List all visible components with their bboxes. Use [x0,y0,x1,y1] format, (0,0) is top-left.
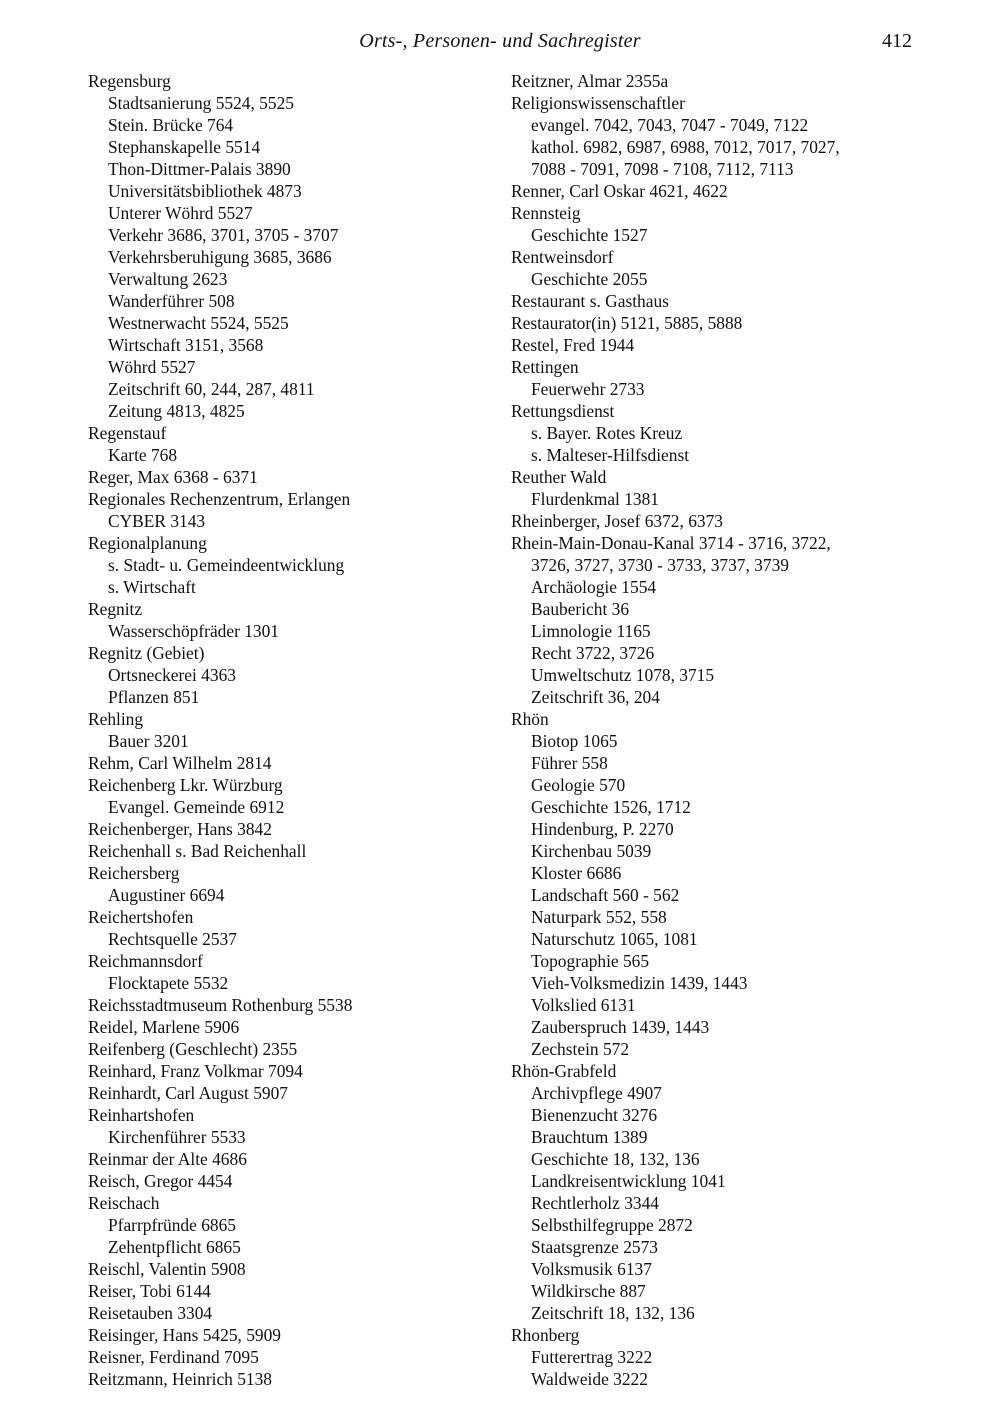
index-subentry: Universitätsbibliothek 4873 [108,181,302,201]
index-entry: Reitzmann, Heinrich 5138 [88,1369,273,1389]
index-entry: Reichenberger, Hans 3842 [88,819,272,839]
index-entry: Rettungsdienst [511,401,615,421]
index-subentry: 3726, 3727, 3730 - 3733, 3737, 3739 [531,555,789,575]
index-subentry: Landkreisentwicklung 1041 [531,1171,726,1191]
index-entry: Reichenhall s. Bad Reichenhall [88,841,307,861]
index-entry: Regionalplanung [88,533,207,553]
index-subentry: Westnerwacht 5524, 5525 [108,313,289,333]
index-subentry: Naturschutz 1065, 1081 [531,929,698,949]
index-subentry: Geschichte 2055 [531,269,648,289]
index-entry: Restaurant s. Gasthaus [511,291,669,311]
index-subentry: evangel. 7042, 7043, 7047 - 7049, 7122 [531,115,809,135]
index-column-right [511,70,931,1390]
index-subentry: Flocktapete 5532 [108,973,229,993]
index-entry: Regensburg [88,71,171,91]
index-subentry: Stadtsanierung 5524, 5525 [108,93,294,113]
index-entry: Rheinberger, Josef 6372, 6373 [511,511,723,531]
index-subentry: Flurdenkmal 1381 [531,489,660,509]
index-subentry: Wirtschaft 3151, 3568 [108,335,264,355]
index-entry: Regnitz (Gebiet) [88,643,205,663]
index-subentry: Naturpark 552, 558 [531,907,667,927]
running-header-title: Orts-, Personen- und Sachregister [359,30,641,52]
index-subentry: Verkehr 3686, 3701, 3705 - 3707 [108,225,339,245]
index-subentry: Selbsthilfegruppe 2872 [531,1215,693,1235]
index-column-left [88,70,488,1390]
index-subentry: Volksmusik 6137 [531,1259,652,1279]
index-entry: Regenstauf [88,423,167,443]
index-entry: Reiser, Tobi 6144 [88,1281,211,1301]
index-subentry: Bauer 3201 [108,731,189,751]
index-subentry: Bienenzucht 3276 [531,1105,658,1125]
index-entry: Restaurator(in) 5121, 5885, 5888 [511,313,743,333]
index-entry: Reifenberg (Geschlecht) 2355 [88,1039,298,1059]
index-subentry: Zehentpflicht 6865 [108,1237,241,1257]
index-subentry: Recht 3722, 3726 [531,643,655,663]
index-subentry: Ortsneckerei 4363 [108,665,236,685]
index-subentry: Biotop 1065 [531,731,618,751]
index-entry: Reischl, Valentin 5908 [88,1259,246,1279]
index-entry: Reischach [88,1193,160,1213]
index-subentry: Feuerwehr 2733 [531,379,645,399]
index-entry: Reinhartshofen [88,1105,195,1125]
index-entry: Reinhard, Franz Volkmar 7094 [88,1061,303,1081]
index-subentry: Futterertrag 3222 [531,1347,653,1367]
index-subentry: Pflanzen 851 [108,687,200,707]
index-subentry: Geschichte 1527 [531,225,648,245]
index-subentry: Wasserschöpfräder 1301 [108,621,279,641]
index-entry: Reichsstadtmuseum Rothenburg 5538 [88,995,353,1015]
index-entry: Reisner, Ferdinand 7095 [88,1347,259,1367]
index-subentry: Verkehrsberuhigung 3685, 3686 [108,247,332,267]
index-subentry: Stein. Brücke 764 [108,115,234,135]
index-entry: Rhön-Grabfeld [511,1061,617,1081]
index-subentry: Baubericht 36 [531,599,630,619]
index-subentry: Kirchenführer 5533 [108,1127,246,1147]
index-entry: Renner, Carl Oskar 4621, 4622 [511,181,728,201]
index-entry: Regionales Rechenzentrum, Erlangen [88,489,351,509]
index-subentry: Wanderführer 508 [108,291,235,311]
index-entry: Reger, Max 6368 - 6371 [88,467,258,487]
index-subentry: Zeitung 4813, 4825 [108,401,245,421]
index-subentry: Volkslied 6131 [531,995,636,1015]
index-entry: Rehm, Carl Wilhelm 2814 [88,753,272,773]
index-entry: Rhein-Main-Donau-Kanal 3714 - 3716, 3722, [511,533,831,553]
index-entry: Rhonberg [511,1325,580,1345]
index-subentry: Archivpflege 4907 [531,1083,662,1103]
index-entry: Rentweinsdorf [511,247,614,267]
index-subentry: s. Wirtschaft [108,577,196,597]
index-subentry: kathol. 6982, 6987, 6988, 7012, 7017, 7027, [531,137,840,157]
index-subentry: Thon-Dittmer-Palais 3890 [108,159,291,179]
index-subentry: Waldweide 3222 [531,1369,648,1389]
index-subentry: Topographie 565 [531,951,650,971]
index-subentry: Limnologie 1165 [531,621,651,641]
page-number: 412 [882,30,912,52]
index-subentry: Rechtlerholz 3344 [531,1193,659,1213]
index-subentry: s. Malteser-Hilfsdienst [531,445,690,465]
index-subentry: Archäologie 1554 [531,577,657,597]
index-subentry: Kloster 6686 [531,863,622,883]
index-subentry: s. Stadt- u. Gemeindeentwicklung [108,555,345,575]
index-entry: Reichenberg Lkr. Würzburg [88,775,283,795]
index-entry: Reisch, Gregor 4454 [88,1171,233,1191]
index-subentry: Kirchenbau 5039 [531,841,652,861]
index-entry: Reisinger, Hans 5425, 5909 [88,1325,281,1345]
index-subentry: Wildkirsche 887 [531,1281,646,1301]
index-entry: Reichersberg [88,863,180,883]
index-subentry: CYBER 3143 [108,511,206,531]
index-subentry: Stephanskapelle 5514 [108,137,261,157]
index-subentry: Evangel. Gemeinde 6912 [108,797,285,817]
index-subentry: Zeitschrift 60, 244, 287, 4811 [108,379,315,399]
index-entry: Reinmar der Alte 4686 [88,1149,247,1169]
index-subentry: Pfarrpfründe 6865 [108,1215,236,1235]
index-subentry: Rechtsquelle 2537 [108,929,237,949]
index-entry: Rehling [88,709,144,729]
index-subentry: Zechstein 572 [531,1039,630,1059]
index-entry: Reidel, Marlene 5906 [88,1017,240,1037]
index-subentry: Umweltschutz 1078, 3715 [531,665,715,685]
index-subentry: Zeitschrift 36, 204 [531,687,660,707]
index-subentry: Geschichte 1526, 1712 [531,797,691,817]
index-entry: Reichertshofen [88,907,194,927]
index-entry: Regnitz [88,599,143,619]
index-subentry: Staatsgrenze 2573 [531,1237,659,1257]
index-subentry: Hindenburg, P. 2270 [531,819,674,839]
index-subentry: 7088 - 7091, 7098 - 7108, 7112, 7113 [531,159,794,179]
index-entry: Rhön [511,709,549,729]
index-subentry: Unterer Wöhrd 5527 [108,203,253,223]
index-subentry: Geologie 570 [531,775,626,795]
index-subentry: Führer 558 [531,753,608,773]
index-entry: Religionswissenschaftler [511,93,685,113]
index-subentry: Augustiner 6694 [108,885,225,905]
index-subentry: Karte 768 [108,445,178,465]
index-subentry: Vieh-Volksmedizin 1439, 1443 [531,973,748,993]
index-subentry: Wöhrd 5527 [108,357,196,377]
index-entry: Reinhardt, Carl August 5907 [88,1083,288,1103]
index-entry: Reichmannsdorf [88,951,203,971]
index-entry: Reitzner, Almar 2355a [511,71,669,91]
index-entry: Rettingen [511,357,579,377]
index-subentry: Landschaft 560 - 562 [531,885,680,905]
index-subentry: Verwaltung 2623 [108,269,228,289]
index-entry: Rennsteig [511,203,581,223]
index-subentry: Brauchtum 1389 [531,1127,648,1147]
index-entry: Restel, Fred 1944 [511,335,635,355]
index-subentry: Zauberspruch 1439, 1443 [531,1017,710,1037]
index-subentry: Zeitschrift 18, 132, 136 [531,1303,695,1323]
index-entry: Reisetauben 3304 [88,1303,213,1323]
index-subentry: s. Bayer. Rotes Kreuz [531,423,683,443]
index-entry: Reuther Wald [511,467,607,487]
index-subentry: Geschichte 18, 132, 136 [531,1149,700,1169]
